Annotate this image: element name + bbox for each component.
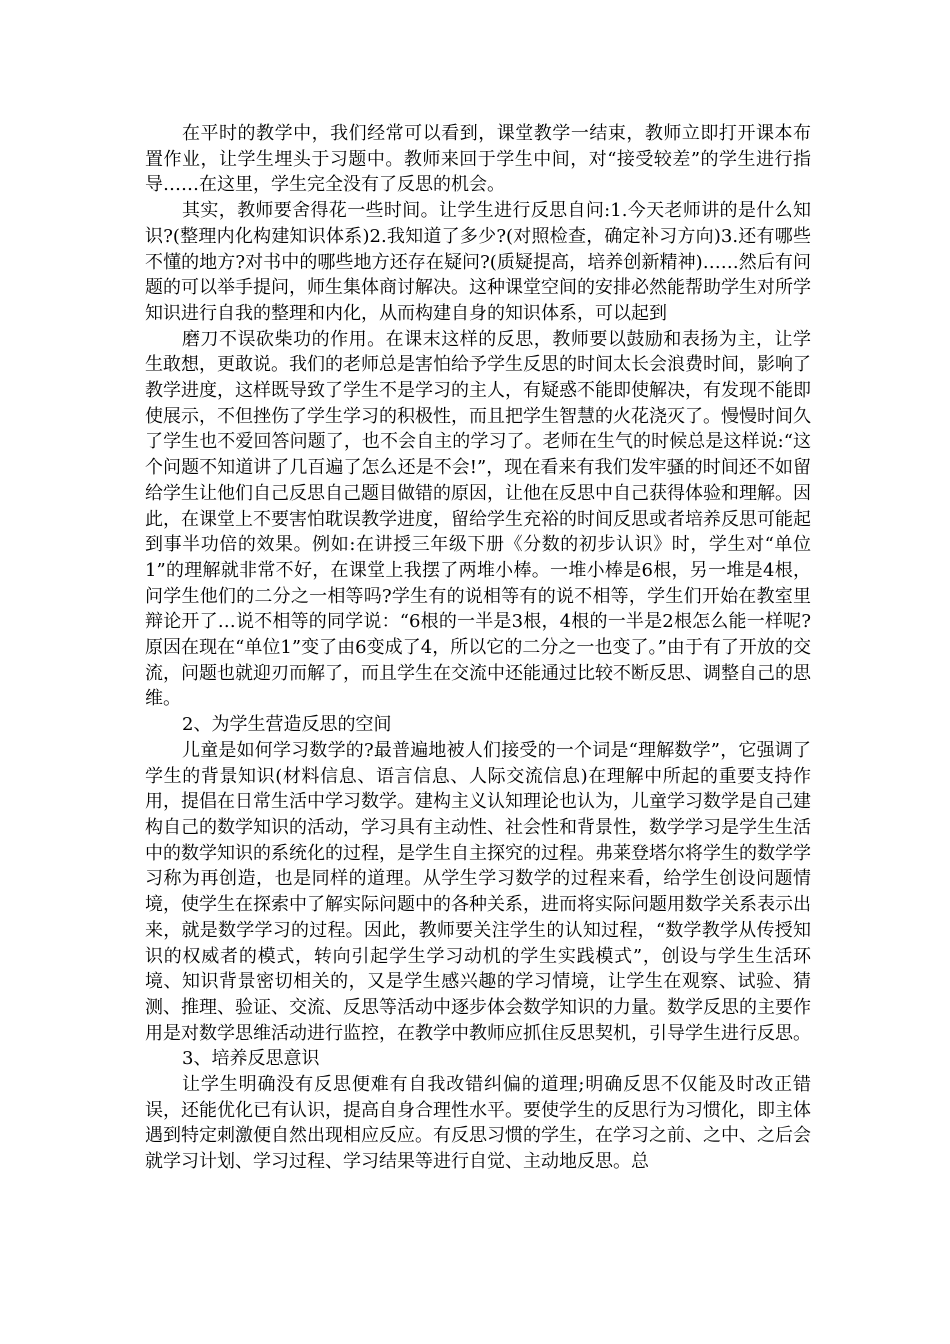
section-heading-3: 3、培养反思意识 xyxy=(182,1048,320,1070)
paragraph-3: 磨刀不误砍柴功的作用。在课末这样的反思，教师要以鼓励和表扬为主，让学生敢想，更敢说。我们的老师总是害怕给予学生反思的时间太长会浪费时间，影响了教学进度，这样既导致了学生不是学习的主人，有疑惑不能即使解决，有发现不能即使展示，不但挫伤了学生学习的积极性，而且把学生智慧的火花浇灭了。慢慢时间久了学生也不爱回答问题了，也不会自主的学习了。老师在生气的时候总是这样说:“这个问题不知道讲了几百遍了怎么还是不会!”，现在看来有我们发牢骚的时间还不如留给学生让他们自己反思自己题目做错的原因，让他在反思中自己获得体验和理解。因此，在课堂上不要害怕耽误教学进度，留给学生充裕的时间反思或者培养反思可能起到事半功倍的效果。例如:在讲授三年级下册《分数的初步认识》时，学生对“单位1”的理解就非常不好，在课堂上我摆了两堆小棒。一堆小棒是6根，另一堆是4根，问学生他们的二分之一相等吗?学生有的说相等有的说不相等，学生们开始在教室里辩论开了…说不相等的同学说：“6根的一半是3根，4根的一半是2根怎么能一样呢?原因在现在“单位1”变了由6变成了4，所以它的二分之一也变了。”由于有了开放的交流，问题也就迎刃而解了，而且学生在交流中还能通过比较不断反思、调整自己的思维。 xyxy=(145,328,811,710)
section-heading-2: 2、为学生营造反思的空间 xyxy=(182,714,392,736)
paragraph-2: 其实，教师要舍得花一些时间。让学生进行反思自问:1.今天老师讲的是什么知识?(整理内化构建知识体系)2.我知道了多少?(对照检查，确定补习方向)3.还有哪些不懂的地方?对书中的哪些地方还存在疑问?(质疑提高，培养创新精神)……然后有问题的可以举手提问，师生集体商讨解决。这种课堂空间的安排必然能帮助学生对所学知识进行自我的整理和内化，从而构建自身的知识体系，可以起到 xyxy=(145,200,811,324)
paragraph-5: 让学生明确没有反思便难有自我改错纠偏的道理;明确反思不仅能及时改正错误，还能优化已有认识，提高自身合理性水平。要使学生的反思行为习惯化，即主体遇到特定刺激便自然出现相应反应。有反思习惯的学生，在学习之前、之中、之后会就学习计划、学习过程、学习结果等进行自觉、主动地反思。总 xyxy=(145,1074,811,1173)
paragraph-4: 儿童是如何学习数学的?最普遍地被人们接受的一个词是“理解数学”，它强调了学生的背景知识(材料信息、语言信息、人际交流信息)在理解中所起的重要支持作用，提倡在日常生活中学习数学。建构主义认知理论也认为，儿童学习数学是自己建构自己的数学知识的活动，学习具有主动性、社会性和背景性，数学学习是学生生活中的数学知识的系统化的过程，是学生自主探究的过程。弗莱登塔尔将学生的数学学习称为再创造，也是同样的道理。从学生学习数学的过程来看，给学生创设问题情境，使学生在探索中了解实际问题中的各种关系，进而将实际问题用数学关系表示出来，就是数学学习的过程。因此，教师要关注学生的认知过程，“数学教学从传授知识的权威者的模式，转向引起学生学习动机的学生实践模式”，创设与学生生活环境、知识背景密切相关的，又是学生感兴趣的学习情境，让学生在观察、试验、猜测、推理、验证、交流、反思等活动中逐步体会数学知识的力量。数学反思的主要作用是对数学思维活动进行监控，在教学中教师应抓住反思契机，引导学生进行反思。 xyxy=(145,739,811,1044)
paragraph-1: 在平时的教学中，我们经常可以看到，课堂教学一结束，教师立即打开课本布置作业，让学生埋头于习题中。教师来回于学生中间，对“接受较差”的学生进行指导……在这里，学生完全没有了反思的机会。 xyxy=(145,123,811,196)
document-body xyxy=(145,121,811,1175)
